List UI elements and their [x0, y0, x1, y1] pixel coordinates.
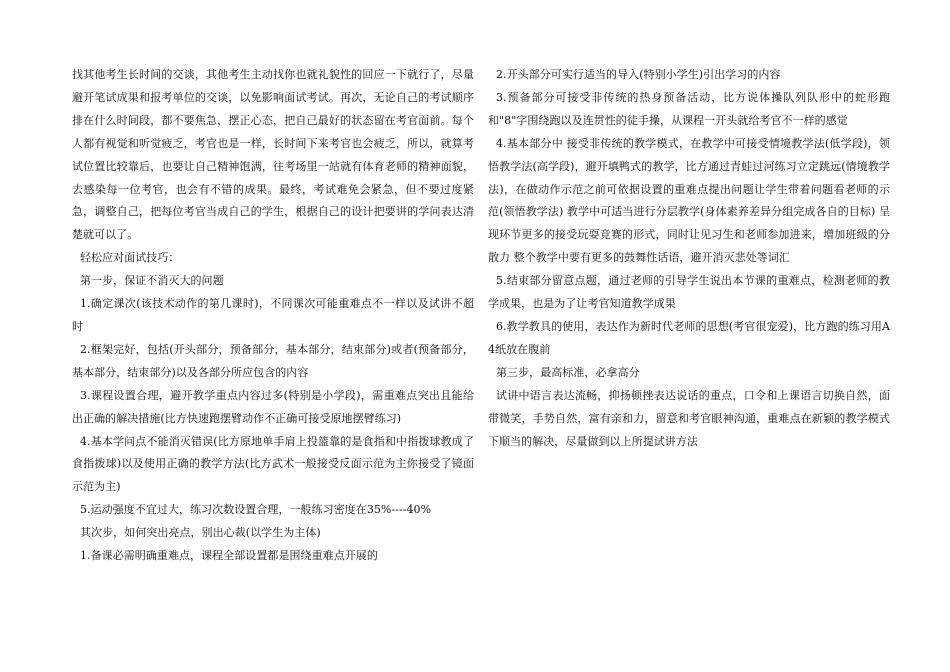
- list-item-8: 3.预备部分可接受非传统的热身预备活动，比方说体操队列队形中的蛇形跑和"8"字围绕跑以及连贯性的徒手操，从课程一开头就给考官不一样的感觉: [488, 90, 890, 127]
- heading-interview-tips: 轻松应对面试技巧：: [80, 251, 180, 265]
- list-item-7: 2.开头部分可实行适当的导入(特别小学生)引出学习的内容: [496, 68, 781, 81]
- left-text-column: [72, 64, 474, 568]
- list-item-5: 5.运动强度不宜过大，练习次数设置合理，一般练习密度在35%----40%: [80, 503, 432, 517]
- paragraph-exam-advice: 找其他考生长时间的交谈，其他考生主动找你也就礼貌性的回应一下就行了，尽量避开笔试成果和报考单位的交谈，以免影响面试考试。再次，无论自己的考试顺序排在什么时间段，都不要焦急，摆正心态，把自己最好的状态留在考官面前。每个人都有视觉和听觉疲乏，考官也是一样，长时间下来考官也会疲乏，所以，就算考试位置比较靠后，也要让自己精神饱满，往考场里一站就有体育老师的精神面貌，去感染每一位考官，也会有不错的成果。最终，考试难免会紧急，但不要过度紧急，调整自己，把每位考官当成自己的学生，根据自己的设计把要讲的学问表达清楚就可以了。: [72, 68, 474, 242]
- list-item-9: 4.基本部分中 接受非传统的教学模式，在教学中可接受情境教学法(低学段)，领悟教学法(高学段)，避开填鸭式的教学，比方通过青蛙过河练习立定跳远(情境教学法)，在做动作示范之前可依据设置的重难点提出问题让学生带着问题看老师的示范(领悟教学法) 教学中可适当进行分层教学(身体素养差异分组完成各自的目标) 呈现环节更多的接受玩耍竞赛的形式，同时让见习生和老师参加进来，增加班级的分散力 整个教学中要有更多的鼓舞性话语，避开消灭悲处等词汇: [488, 136, 890, 265]
- paragraph-speech-advice: 试讲中语言表达流畅，抑扬顿挫表达说话的重点，口令和上课语言切换自然，面带微笑，手势自然，富有亲和力，留意和考官眼神沟通，重难点在新颖的教学模式下顺当的解决，尽量做到以上所提试讲方法: [488, 388, 890, 448]
- list-item-3: 3.课程设置合理，避开教学重点内容过多(特别是小学段)，需重难点突出且能给出正确的解决措施(比方快速跑摆臂动作不正确可接受原地摆臂练习): [72, 388, 474, 425]
- list-item-4: 4.基本学问点不能消灭错误(比方原地单手肩上投篮靠的是食指和中指拨球教成了食指拨球)以及使用正确的教学方法(比方武术一般接受反面示范为主你接受了镜面示范为主): [72, 434, 474, 494]
- heading-step-one: 第一步，保证不消灭大的问题: [80, 274, 224, 288]
- list-item-6: 1.备课必需明确重难点，课程全部设置都是围绕重难点开展的: [80, 549, 378, 563]
- list-item-11: 6.教学教具的使用，表达作为新时代老师的思想(考官很宠爱)，比方跑的练习用A4纸放在腹前: [488, 319, 890, 356]
- heading-step-two: 其次步，如何突出亮点，别出心裁(以学生为主体): [80, 526, 321, 540]
- list-item-1: 1.确定课次(该技术动作的第几课时)，不同课次可能重难点不一样以及试讲不超时: [72, 297, 474, 333]
- heading-step-three: 第三步，最高标准，必拿高分: [496, 365, 640, 379]
- list-item-2: 2.框架完好，包括(开头部分，预备部分，基本部分，结束部分)或者(预备部分，基本部分，结束部分)以及各部分所应包含的内容: [72, 342, 474, 379]
- list-item-10: 5.结束部分留意点题，通过老师的引导学生说出本节课的重难点，检测老师的教学成果，也是为了让考官知道教学成果: [488, 274, 890, 311]
- right-text-column: [488, 64, 890, 453]
